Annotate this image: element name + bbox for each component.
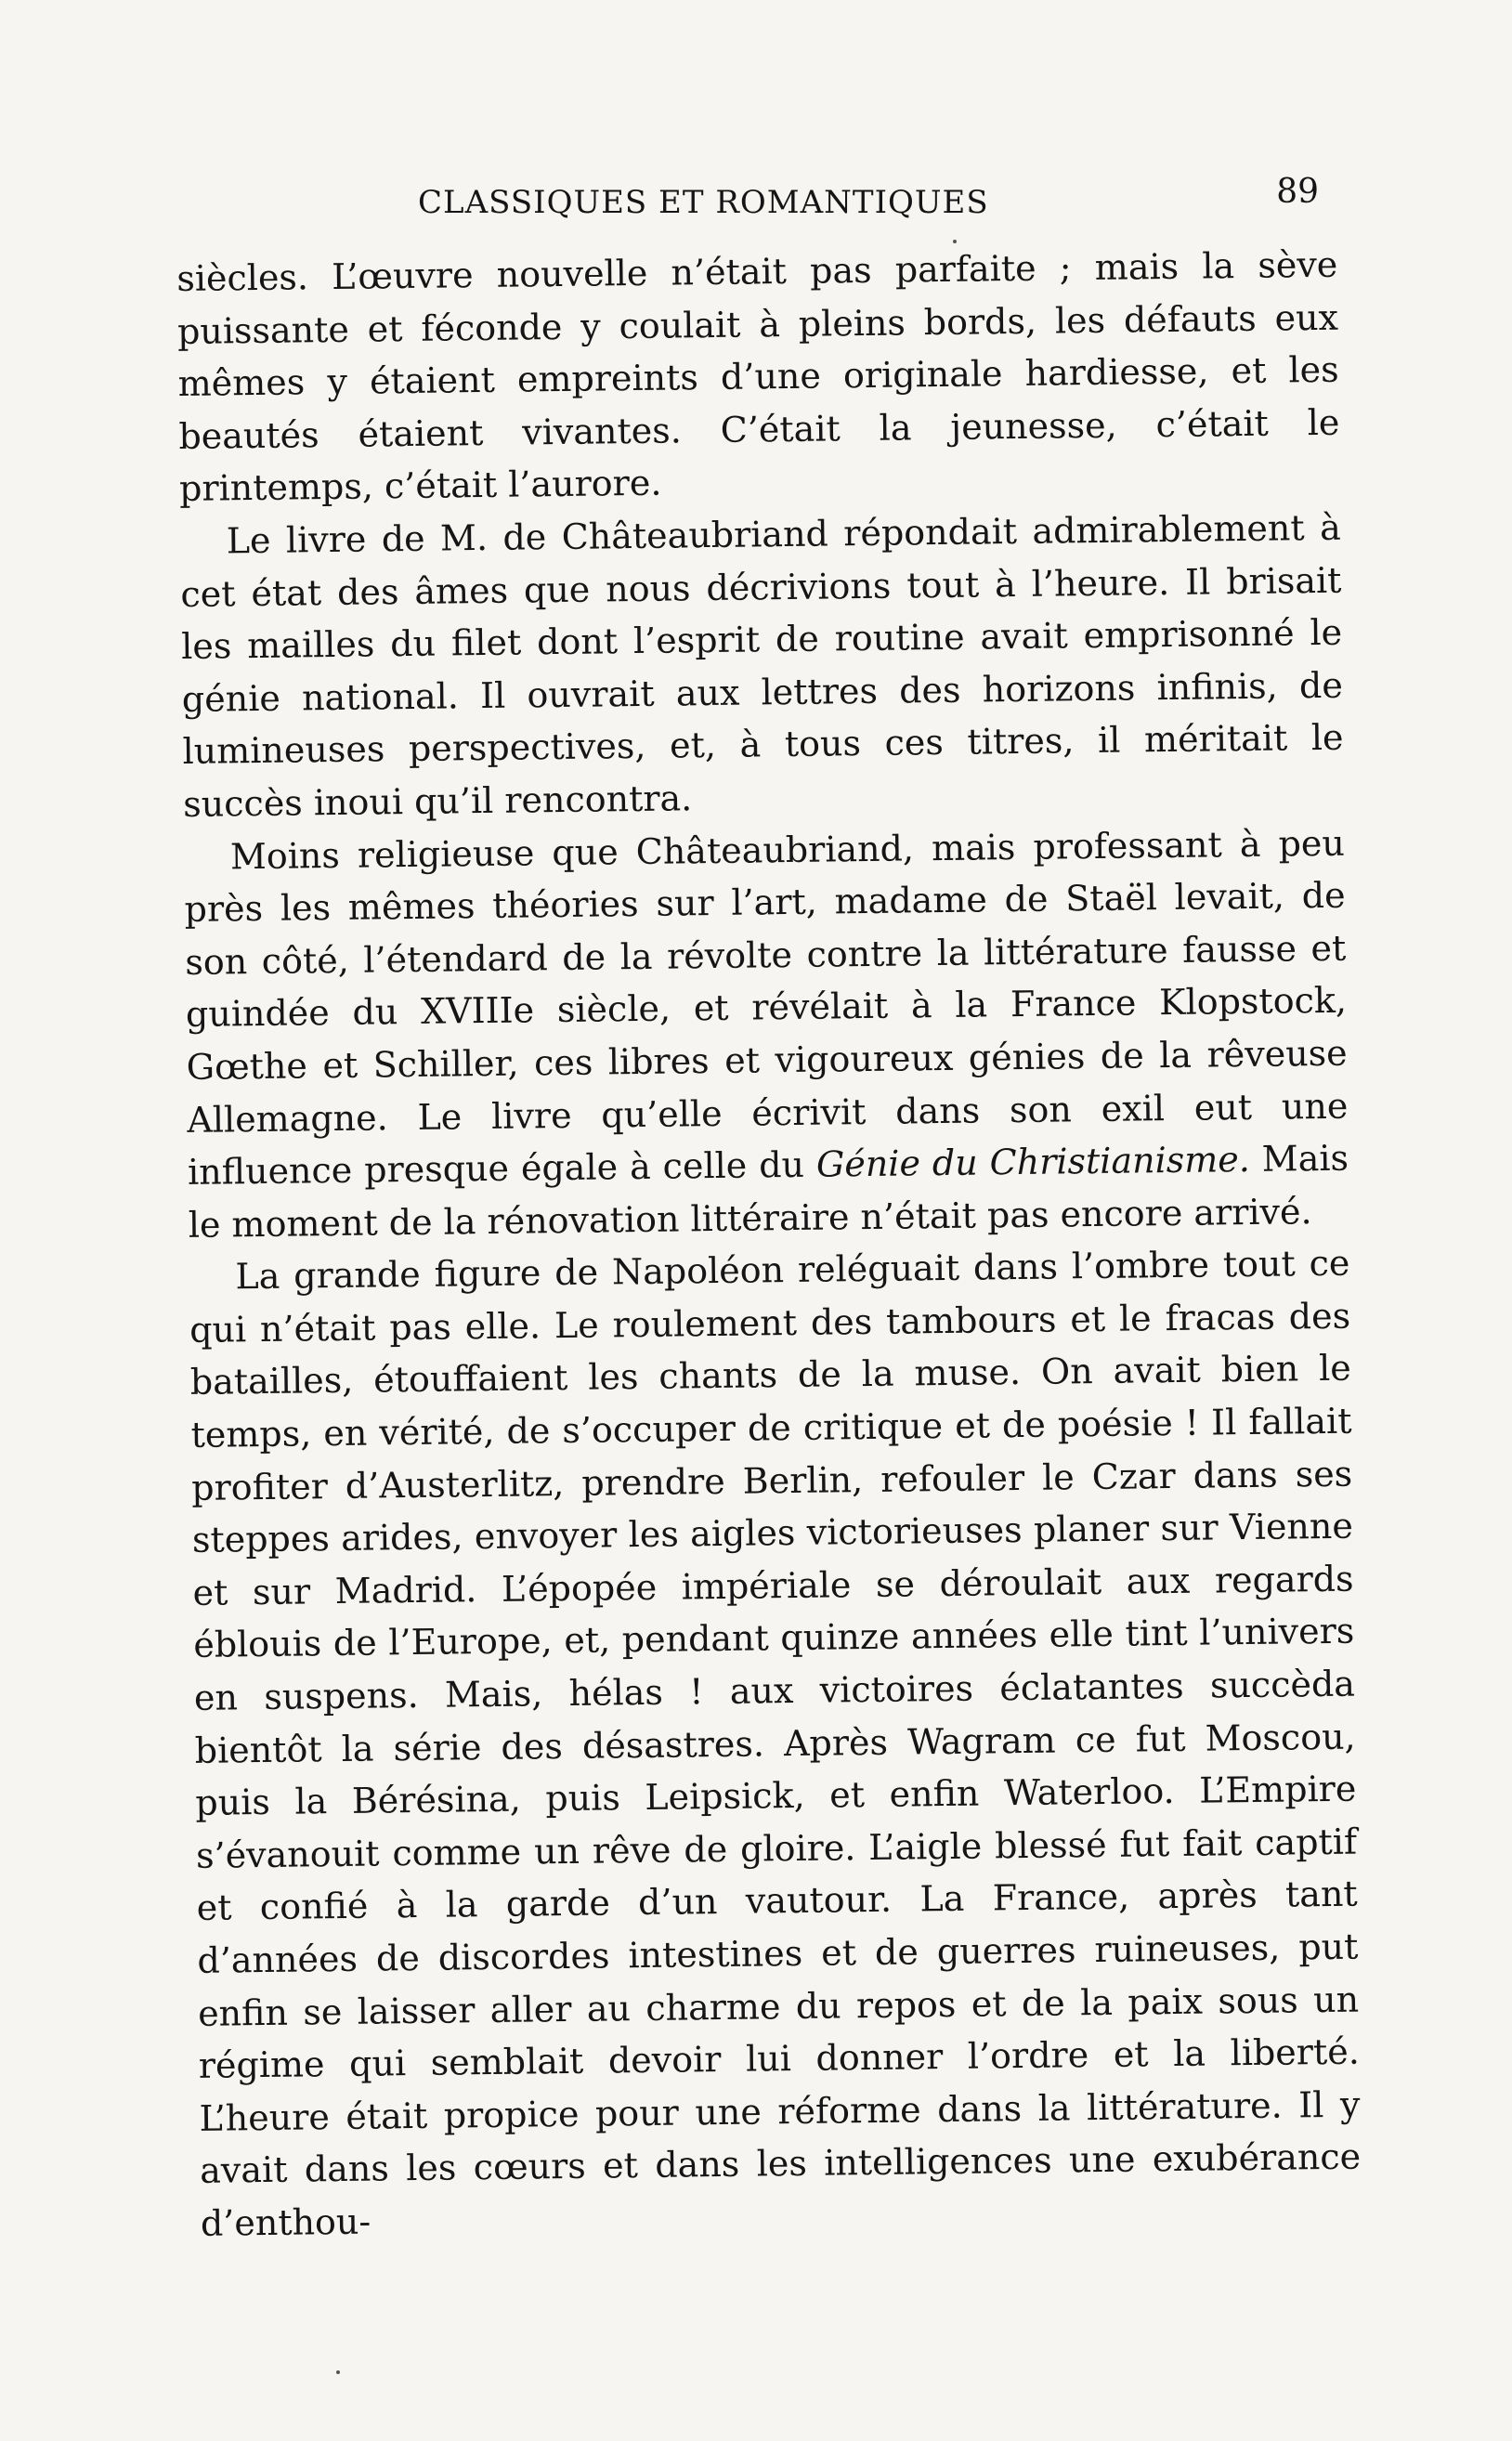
- print-speck: [336, 2370, 340, 2374]
- text-block: [176, 239, 1362, 2251]
- paragraph-3-text-b: Mais le moment de la rénovation littéraire n’était pas encore arrivé.: [188, 1137, 1349, 1246]
- page-number: 89: [1276, 173, 1319, 211]
- paragraph-1: siècles. L’œuvre nouvelle n’était pas parfaite ; mais la sève puissante et féconde y coulait à pleins bords, les défauts eux mêmes y étaient empreints d’une originale hardiesse, et les beautés étaient vivantes. C’était la jeunesse, c’était le printemps, c’était l’aurore.: [176, 243, 1340, 510]
- print-speck: [953, 240, 957, 243]
- paragraph-3-text-a: Moins religieuse que Châteaubriand, mais professant à peu près les mêmes théories sur l’art, madame de Staël levait, de son côté, l’étendard de la révolte contre la littérature fausse et guindée du XVIIIe siècle, et révélait à la France Klopstock, Gœthe et Schiller, ces libres et vigoureux génies de la rêveuse Allemagne. Le livre qu’elle écrivit dans son exil eut une influence presque égale à celle du: [184, 822, 1349, 1194]
- running-head: CLASSIQUES ET ROMANTIQUES: [418, 184, 989, 221]
- page-header: [176, 173, 1319, 240]
- book-title-genie-du-christianisme: Génie du Christianisme.: [815, 1139, 1251, 1185]
- paragraph-2: Le livre de M. de Châteaubriand répondait admirablement à cet état des âmes que nous décrivions tout à l’heure. Il brisait les mailles du filet dont l’esprit de routine avait emprisonné le génie national. Il ouvrait aux lettres des horizons infinis, de lumineuses perspectives, et, à tous ces titres, il méritait le succès inoui qu’il rencontra.: [180, 506, 1344, 825]
- paragraph-3: [184, 816, 1349, 1251]
- paragraph-4: La grande figure de Napoléon reléguait dans l’ombre tout ce qui n’était pas elle. Le roulement des tambours et le fracas des batailles, étouffaient les chants de la muse. On avait bien le temps, en vérité, de s’occuper de critique et de poésie ! Il fallait profiter d’Austerlitz, prendre Berlin, refouler le Czar dans ses steppes arides, envoyer les aigles victorieuses planer sur Vienne et sur Madrid. L’épopée impériale se déroulait aux regards éblouis de l’Europe, et, pendant quinze années elle tint l’univers en suspens. Mais, hélas ! aux victoires éclatantes succèda bientôt la série des désastres. Après Wagram ce fut Moscou, puis la Bérésina, puis Leipsick, et enfin Waterloo. L’Empire s’évanouit comme un rêve de gloire. L’aigle blessé fut fait captif et confié à la garde d’un vautour. La France, après tant d’années de discordes intestines et de guerres ruineuses, put enfin se laisser aller au charme du repos et de la paix sous un régime qui semblait devoir lui donner l’ordre et la liberté. L’heure était propice pour une réforme dans la littérature. Il y avait dans les cœurs et dans les intelligences une exubérance d’enthou-: [189, 1242, 1362, 2244]
